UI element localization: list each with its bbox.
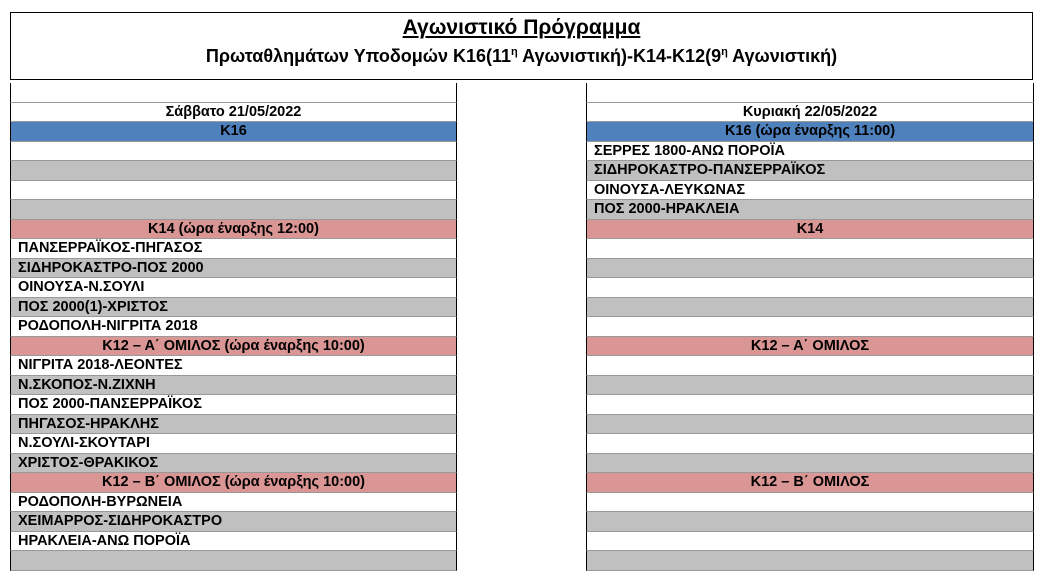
sunday-column — [586, 83, 1034, 571]
table-row — [586, 415, 1034, 435]
sunday-k12b-header: Κ12 – Β΄ ΟΜΙΛΟΣ — [586, 473, 1034, 493]
sunday-k16-header: Κ16 (ώρα έναρξης 11:00) — [586, 122, 1034, 142]
table-row: ΡΟΔΟΠΟΛΗ-ΝΙΓΡΙΤΑ 2018 — [10, 317, 457, 337]
subtitle-part-3: Αγωνιστική) — [727, 46, 838, 66]
table-row: ΠΟΣ 2000(1)-ΧΡΙΣΤΟΣ — [10, 298, 457, 318]
table-row — [10, 181, 457, 201]
table-row — [586, 259, 1034, 279]
subtitle-superscript-2: η — [721, 46, 728, 58]
table-row — [586, 493, 1034, 513]
table-row — [10, 551, 457, 571]
table-row: ΡΟΔΟΠΟΛΗ-ΒΥΡΩΝΕΙΑ — [10, 493, 457, 513]
table-row: ΝΙΓΡΙΤΑ 2018-ΛΕΟΝΤΕΣ — [10, 356, 457, 376]
spacer-row — [586, 83, 1034, 103]
saturday-k12b-header: Κ12 – Β΄ ΟΜΙΛΟΣ (ώρα έναρξης 10:00) — [10, 473, 457, 493]
table-row — [586, 395, 1034, 415]
table-row: ΧΡΙΣΤΟΣ-ΘΡΑΚΙΚΟΣ — [10, 454, 457, 474]
table-row — [586, 278, 1034, 298]
table-row — [586, 376, 1034, 396]
table-row — [586, 239, 1034, 259]
subtitle-part-1: Πρωταθλημάτων Υποδομών Κ16(11 — [205, 46, 512, 66]
table-row: ΣΕΡΡΕΣ 1800-ΑΝΩ ΠΟΡΟΪΑ — [586, 142, 1034, 162]
table-row — [586, 434, 1034, 454]
table-row — [586, 356, 1034, 376]
table-row — [586, 532, 1034, 552]
table-row — [586, 551, 1034, 571]
table-row: ΟΙΝΟΥΣΑ-Ν.ΣΟΥΛΙ — [10, 278, 457, 298]
saturday-k16-header: Κ16 — [10, 122, 457, 142]
table-row — [10, 161, 457, 181]
sunday-k12a-header: Κ12 – Α΄ ΟΜΙΛΟΣ — [586, 337, 1034, 357]
table-row: ΗΡΑΚΛΕΙΑ-ΑΝΩ ΠΟΡΟΪΑ — [10, 532, 457, 552]
table-row: ΣΙΔΗΡΟΚΑΣΤΡΟ-ΠΟΣ 2000 — [10, 259, 457, 279]
table-row — [10, 142, 457, 162]
table-row: Ν.ΣΟΥΛΙ-ΣΚΟΥΤΑΡΙ — [10, 434, 457, 454]
table-row — [10, 200, 457, 220]
schedule-title-box — [10, 12, 1033, 80]
table-row — [586, 512, 1034, 532]
saturday-date: Σάββατο 21/05/2022 — [10, 103, 457, 123]
table-row: ΧΕΙΜΑΡΡΟΣ-ΣΙΔΗΡΟΚΑΣΤΡΟ — [10, 512, 457, 532]
table-row: ΠΟΣ 2000-ΗΡΑΚΛΕΙΑ — [586, 200, 1034, 220]
sunday-k14-header: Κ14 — [586, 220, 1034, 240]
table-row — [586, 298, 1034, 318]
table-row: ΟΙΝΟΥΣΑ-ΛΕΥΚΩΝΑΣ — [586, 181, 1034, 201]
table-row: ΠΟΣ 2000-ΠΑΝΣΕΡΡΑΪΚΟΣ — [10, 395, 457, 415]
saturday-k14-header: Κ14 (ώρα έναρξης 12:00) — [10, 220, 457, 240]
subtitle-part-2: Αγωνιστική)-Κ14-Κ12(9 — [517, 46, 722, 66]
table-row: ΠΗΓΑΣΟΣ-ΗΡΑΚΛΗΣ — [10, 415, 457, 435]
saturday-k12a-header: Κ12 – Α΄ ΟΜΙΛΟΣ (ώρα έναρξης 10:00) — [10, 337, 457, 357]
page-subtitle — [11, 44, 1032, 68]
sunday-date: Κυριακή 22/05/2022 — [586, 103, 1034, 123]
table-row — [586, 454, 1034, 474]
table-row — [586, 317, 1034, 337]
subtitle-superscript-1: η — [511, 46, 518, 58]
spacer-row — [10, 83, 457, 103]
saturday-column — [10, 83, 457, 571]
page-title: Αγωνιστικό Πρόγραμμα — [402, 16, 641, 39]
table-row: Ν.ΣΚΟΠΟΣ-Ν.ΖΙΧΝΗ — [10, 376, 457, 396]
table-row: ΣΙΔΗΡΟΚΑΣΤΡΟ-ΠΑΝΣΕΡΡΑΪΚΟΣ — [586, 161, 1034, 181]
table-row: ΠΑΝΣΕΡΡΑΪΚΟΣ-ΠΗΓΑΣΟΣ — [10, 239, 457, 259]
